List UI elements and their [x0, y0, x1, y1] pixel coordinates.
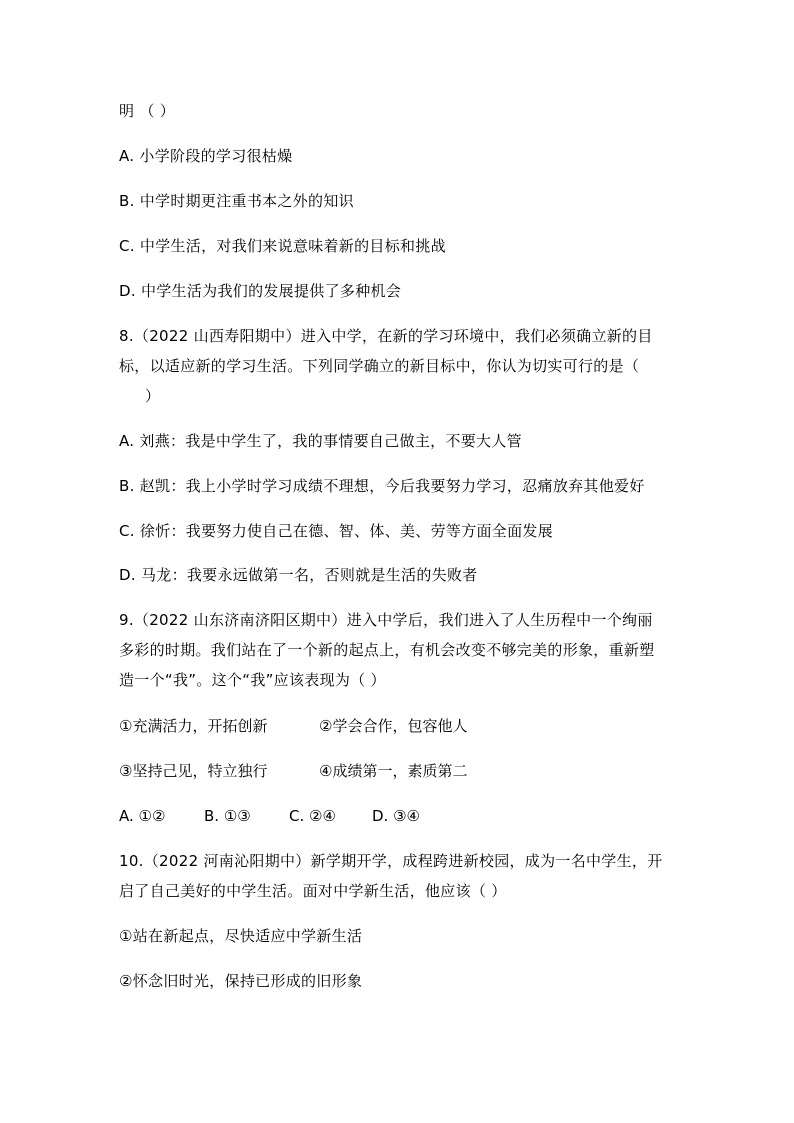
q9-stem-line3: 造一个“我”。这个“我”应该表现为（ ）	[119, 671, 386, 689]
q8-option-d: D. 马龙：我要永远做第一名，否则就是生活的失败者	[119, 566, 478, 584]
q9-statements-row2	[119, 761, 467, 781]
q7-option-d: D. 中学生活为我们的发展提供了多种机会	[119, 282, 402, 300]
q9-statement-4: ④成绩第一，素质第二	[319, 762, 468, 780]
q7-option-a: A. 小学阶段的学习很枯燥	[119, 147, 293, 165]
q8-option-b: B. 赵凯：我上小学时学习成绩不理想，今后我要努力学习，忍痛放弃其他爱好	[119, 477, 645, 495]
q8-option-a: A. 刘燕：我是中学生了，我的事情要自己做主，不要大人管	[119, 432, 522, 450]
q10-statement-1: ①站在新起点，尽快适应中学新生活	[119, 927, 363, 945]
q8-stem-line1: 8.（2022 山西寿阳期中）进入中学，在新的学习环境中，我们必须确立新的目	[119, 327, 653, 345]
q9-statement-3: ③坚持己见，特立独行	[119, 762, 268, 780]
q7-option-c: C. 中学生活，对我们来说意味着新的目标和挑战	[119, 237, 446, 255]
q9-option-d: D. ③④	[372, 807, 420, 825]
q7-stem-end: 明 （ ）	[119, 102, 176, 120]
q8-option-c: C. 徐忻：我要努力使自己在德、智、体、美、劳等方面全面发展	[119, 522, 554, 540]
q8-stem-line2: 标，以适应新的学习生活。下列同学确立的新目标中，你认为切实可行的是（	[119, 357, 640, 375]
q10-statement-2: ②怀念旧时光，保持已形成的旧形象	[119, 972, 363, 990]
q9-statement-2: ②学会合作，包容他人	[319, 717, 468, 735]
q10-stem-line2: 启了自己美好的中学生活。面对中学新生活，他应该（ ）	[119, 882, 507, 900]
q8-stem-line3: ）	[145, 387, 161, 405]
q7-option-b: B. 中学时期更注重书本之外的知识	[119, 192, 354, 210]
q10-stem-line1: 10.（2022 河南沁阳期中）新学期开学，成程跨进新校园，成为一名中学生，开	[119, 852, 663, 870]
q9-options	[119, 806, 420, 826]
q9-option-b: B. ①③	[204, 807, 251, 825]
q9-option-a: A. ①②	[119, 807, 166, 825]
q9-statements-row1	[119, 716, 467, 736]
q9-statement-1: ①充满活力，开拓创新	[119, 717, 268, 735]
q9-stem-line1: 9.（2022 山东济南济阳区期中）进入中学后，我们进入了人生历程中一个绚丽	[119, 611, 653, 629]
q9-option-c: C. ②④	[289, 807, 336, 825]
q9-stem-line2: 多彩的时期。我们站在了一个新的起点上，有机会改变不够完美的形象，重新塑	[119, 641, 655, 659]
